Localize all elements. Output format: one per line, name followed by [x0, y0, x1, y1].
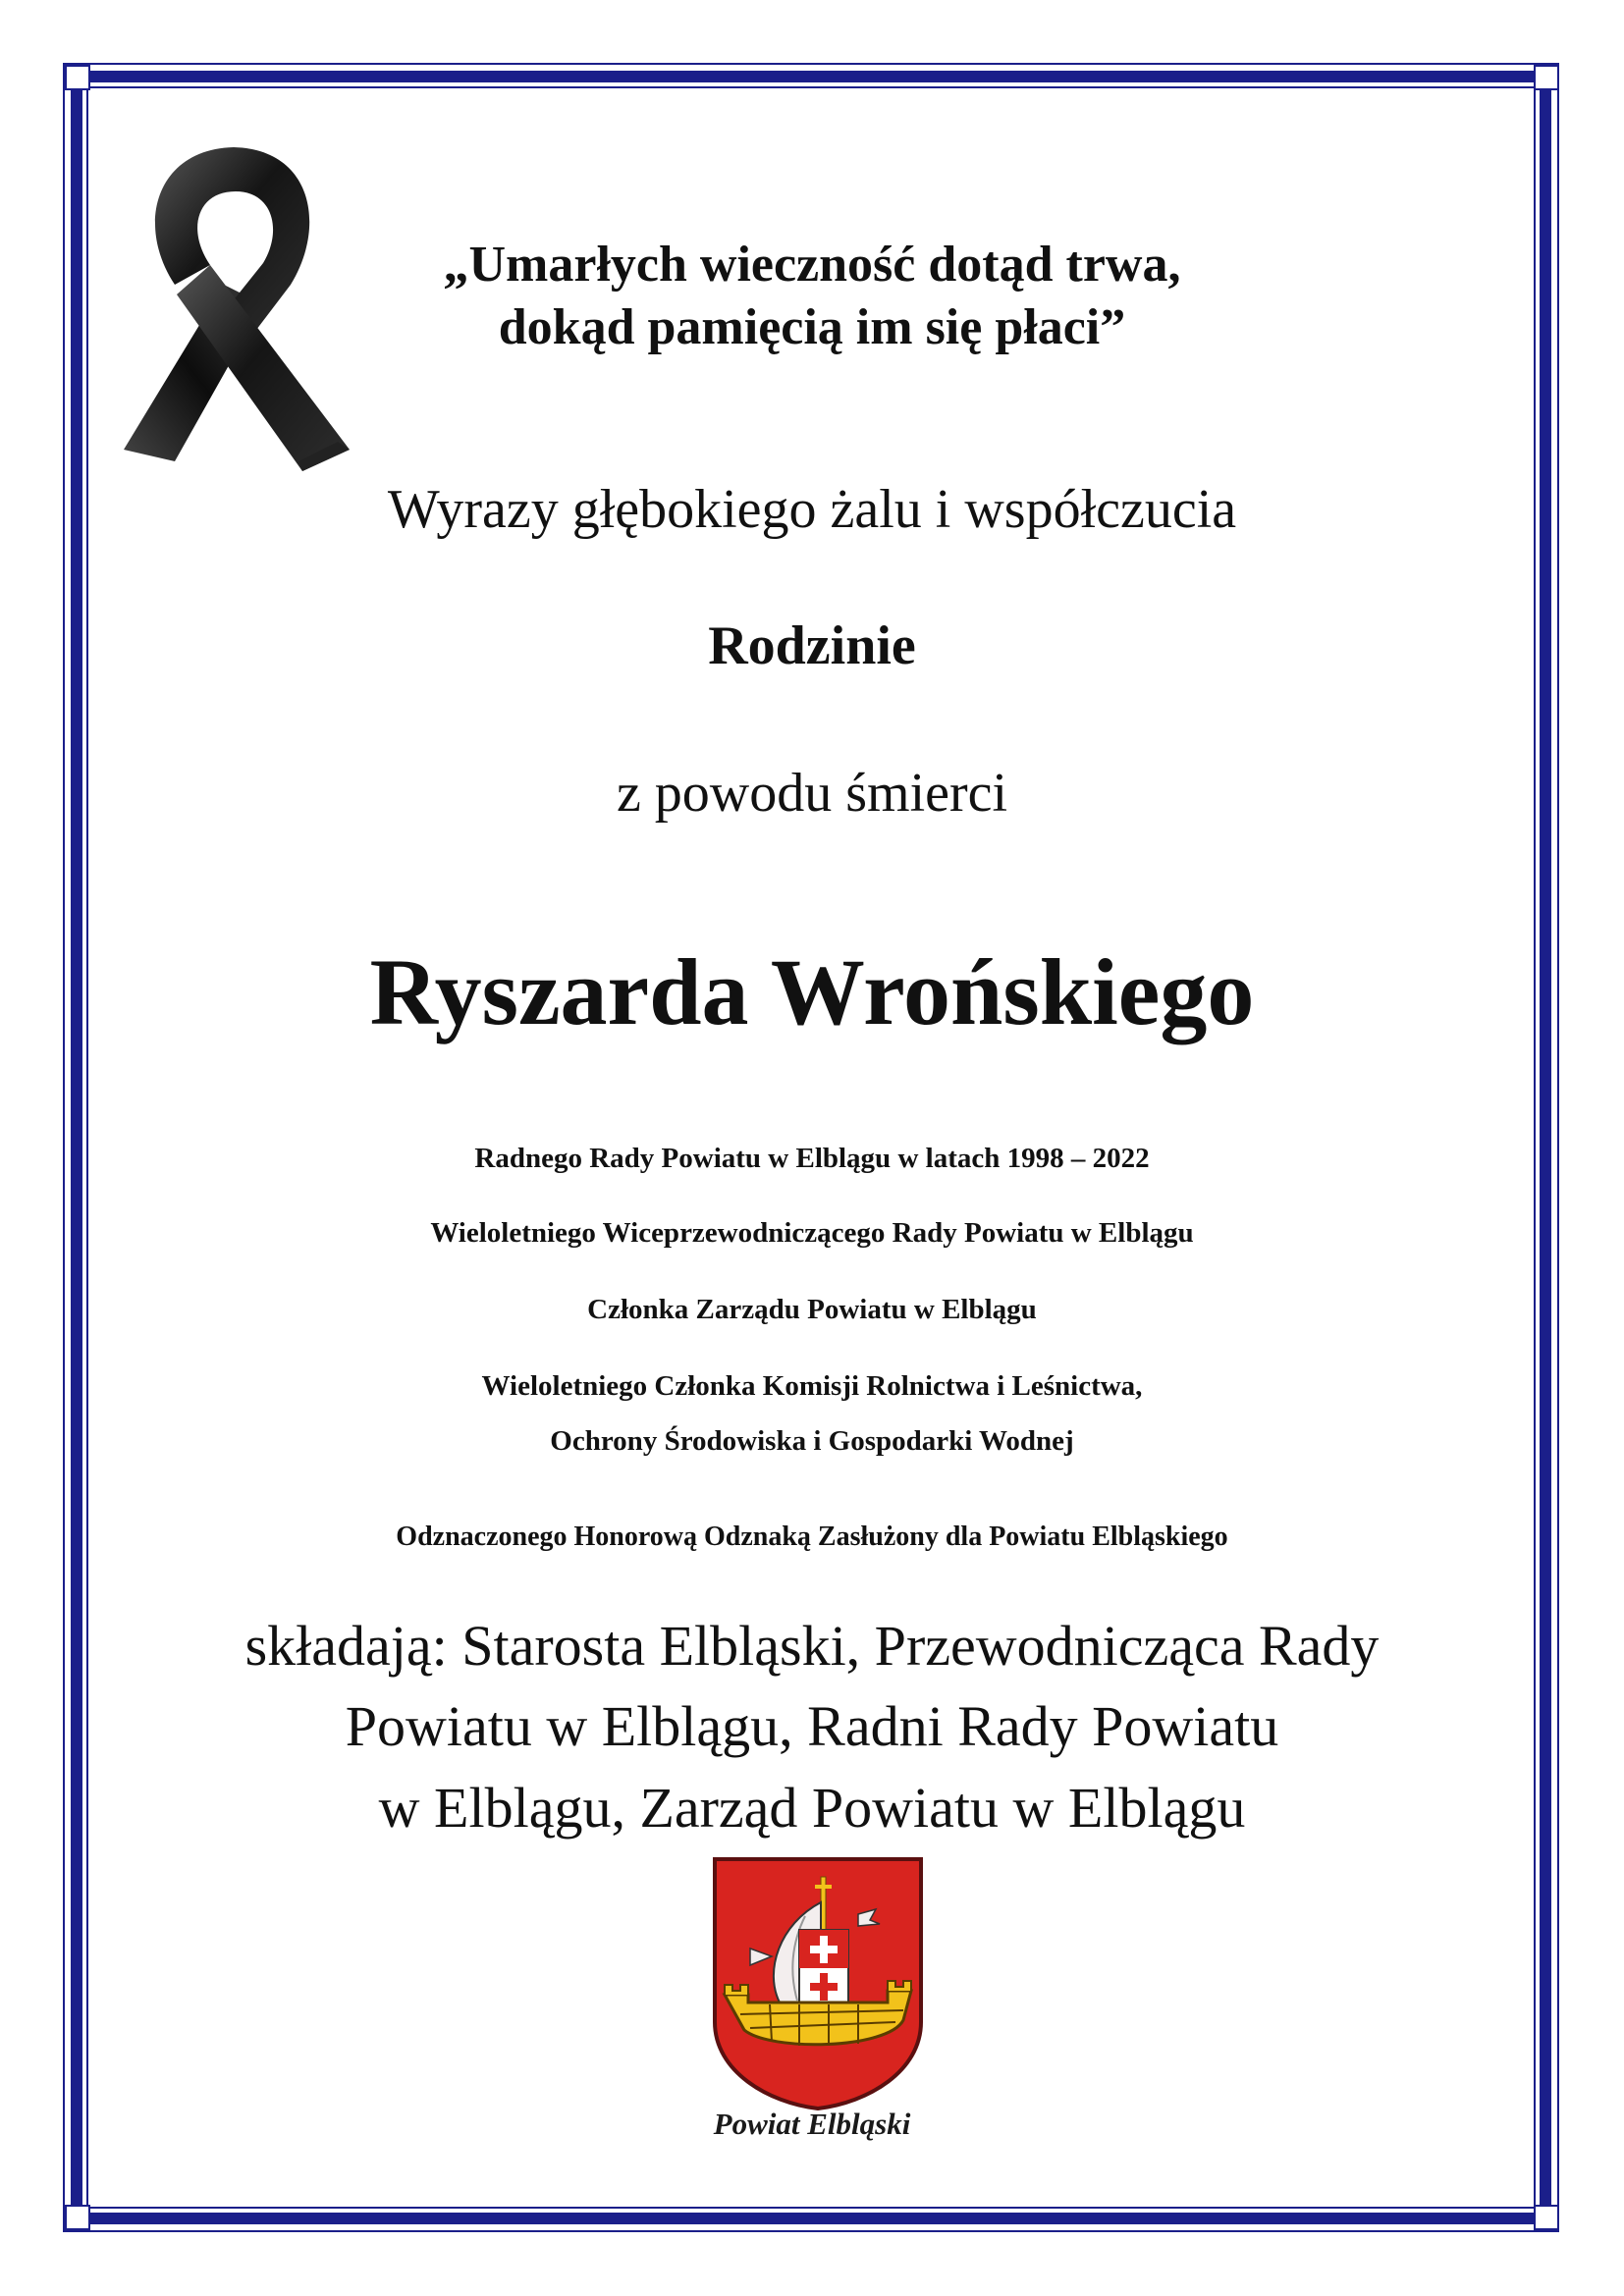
quote-line-1: „Umarłych wieczność dotąd trwa, [443, 237, 1181, 293]
title-line: Ochrony Środowiska i Gospodarki Wodnej [550, 1425, 1074, 1457]
senders-line: Powiatu w Elblągu, Radni Rady Powiatu [345, 1694, 1279, 1758]
frame-corner-top-right [1534, 65, 1559, 90]
frame-corner-top-left [65, 65, 90, 90]
title-line: Wieloletniego Członka Komisji Rolnictwa i Leśnictwa, [481, 1370, 1143, 1402]
frame-corner-bottom-right [1534, 2205, 1559, 2230]
title-line: Wieloletniego Wiceprzewodniczącego Rady Powiatu w Elblągu [430, 1217, 1194, 1249]
crest-caption: Powiat Elbląski [713, 2107, 911, 2141]
condolence-text: Wyrazy głębokiego żalu i współczucia [387, 479, 1237, 540]
coat-of-arms-icon [711, 1855, 925, 2112]
senders-line: składają: Starosta Elbląski, Przewodnicząca Rady [244, 1614, 1380, 1678]
frame-corner-bottom-left [65, 2205, 90, 2230]
senders-line: w Elblągu, Zarząd Powiatu w Elblągu [378, 1776, 1246, 1840]
title-line: Radnego Rady Powiatu w Elblągu w latach 1998 – 2022 [474, 1143, 1150, 1174]
quote-line-2: dokąd pamięcią im się płaci” [498, 299, 1126, 355]
title-line: Członka Zarządu Powiatu w Elblągu [587, 1294, 1037, 1325]
reason-text: z powodu śmierci [616, 763, 1008, 824]
title-line: Odznaczonego Honorową Odznaką Zasłużony dla Powiatu Elbląskiego [396, 1522, 1228, 1552]
recipient-text: Rodzinie [708, 615, 916, 676]
deceased-name: Ryszarda Wrońskiego [369, 939, 1255, 1044]
